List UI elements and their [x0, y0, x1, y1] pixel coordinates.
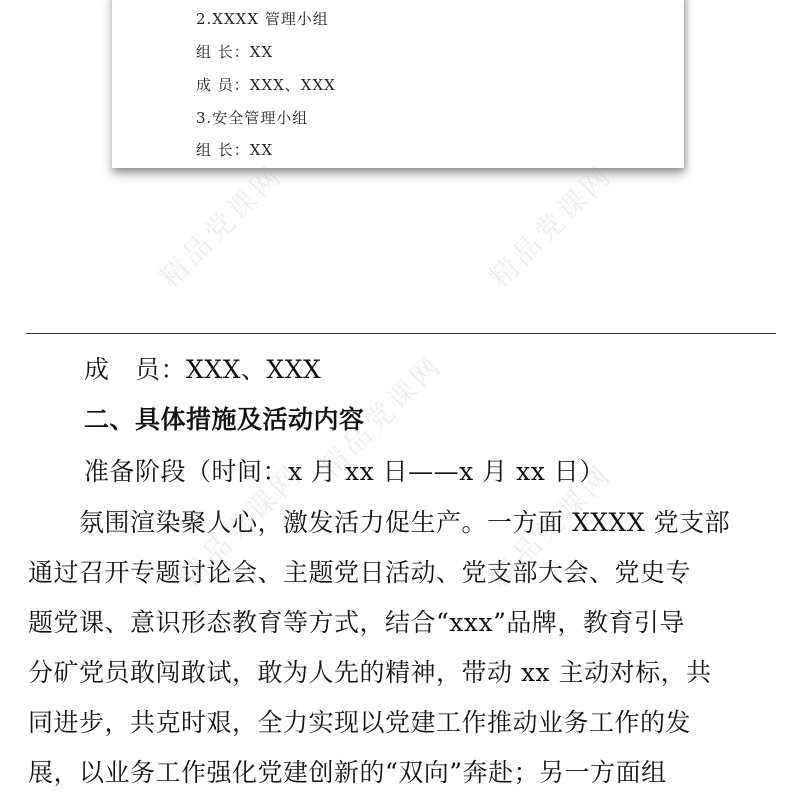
paragraph-line: 氛围渲染聚人心，激发活力促生产。一方面 XXXX 党支部	[28, 508, 731, 537]
preview-line: 3.安全管理小组	[196, 109, 309, 127]
paragraph-line: 展，以业务工作强化党建创新的“双向”奔赴；另一方面组	[28, 758, 667, 787]
phase-line: 准备阶段（时间：x 月 xx 日——x 月 xx 日）	[84, 457, 605, 486]
members-line: 成 员：XXX、XXX	[84, 355, 322, 384]
page-divider	[26, 333, 776, 334]
watermark: 精品党课网	[312, 347, 450, 485]
watermark: 精品党课网	[172, 457, 310, 595]
preview-card	[112, 0, 684, 168]
paragraph-line: 同进步，共克时艰，全力实现以党建工作推动业务工作的发	[28, 708, 692, 737]
paragraph-line: 分矿党员敢闯敢试，敢为人先的精神，带动 xx 主动对标，共	[28, 658, 712, 687]
paragraph-line: 通过召开专题讨论会、主题党日活动、党支部大会、党史专	[28, 558, 692, 587]
section-heading: 二、具体措施及活动内容	[84, 405, 365, 434]
preview-line: 组 长：XX	[196, 141, 274, 159]
preview-line: 2.XXXX 管理小组	[196, 10, 329, 28]
preview-line: 组 长：XX	[196, 43, 274, 61]
preview-line: 成 员：XXX、XXX	[196, 76, 336, 94]
watermark: 精品党课网	[482, 457, 620, 595]
paragraph-line: 题党课、意识形态教育等方式，结合“xxx”品牌，教育引导	[28, 608, 685, 637]
document-preview-area	[0, 0, 800, 320]
